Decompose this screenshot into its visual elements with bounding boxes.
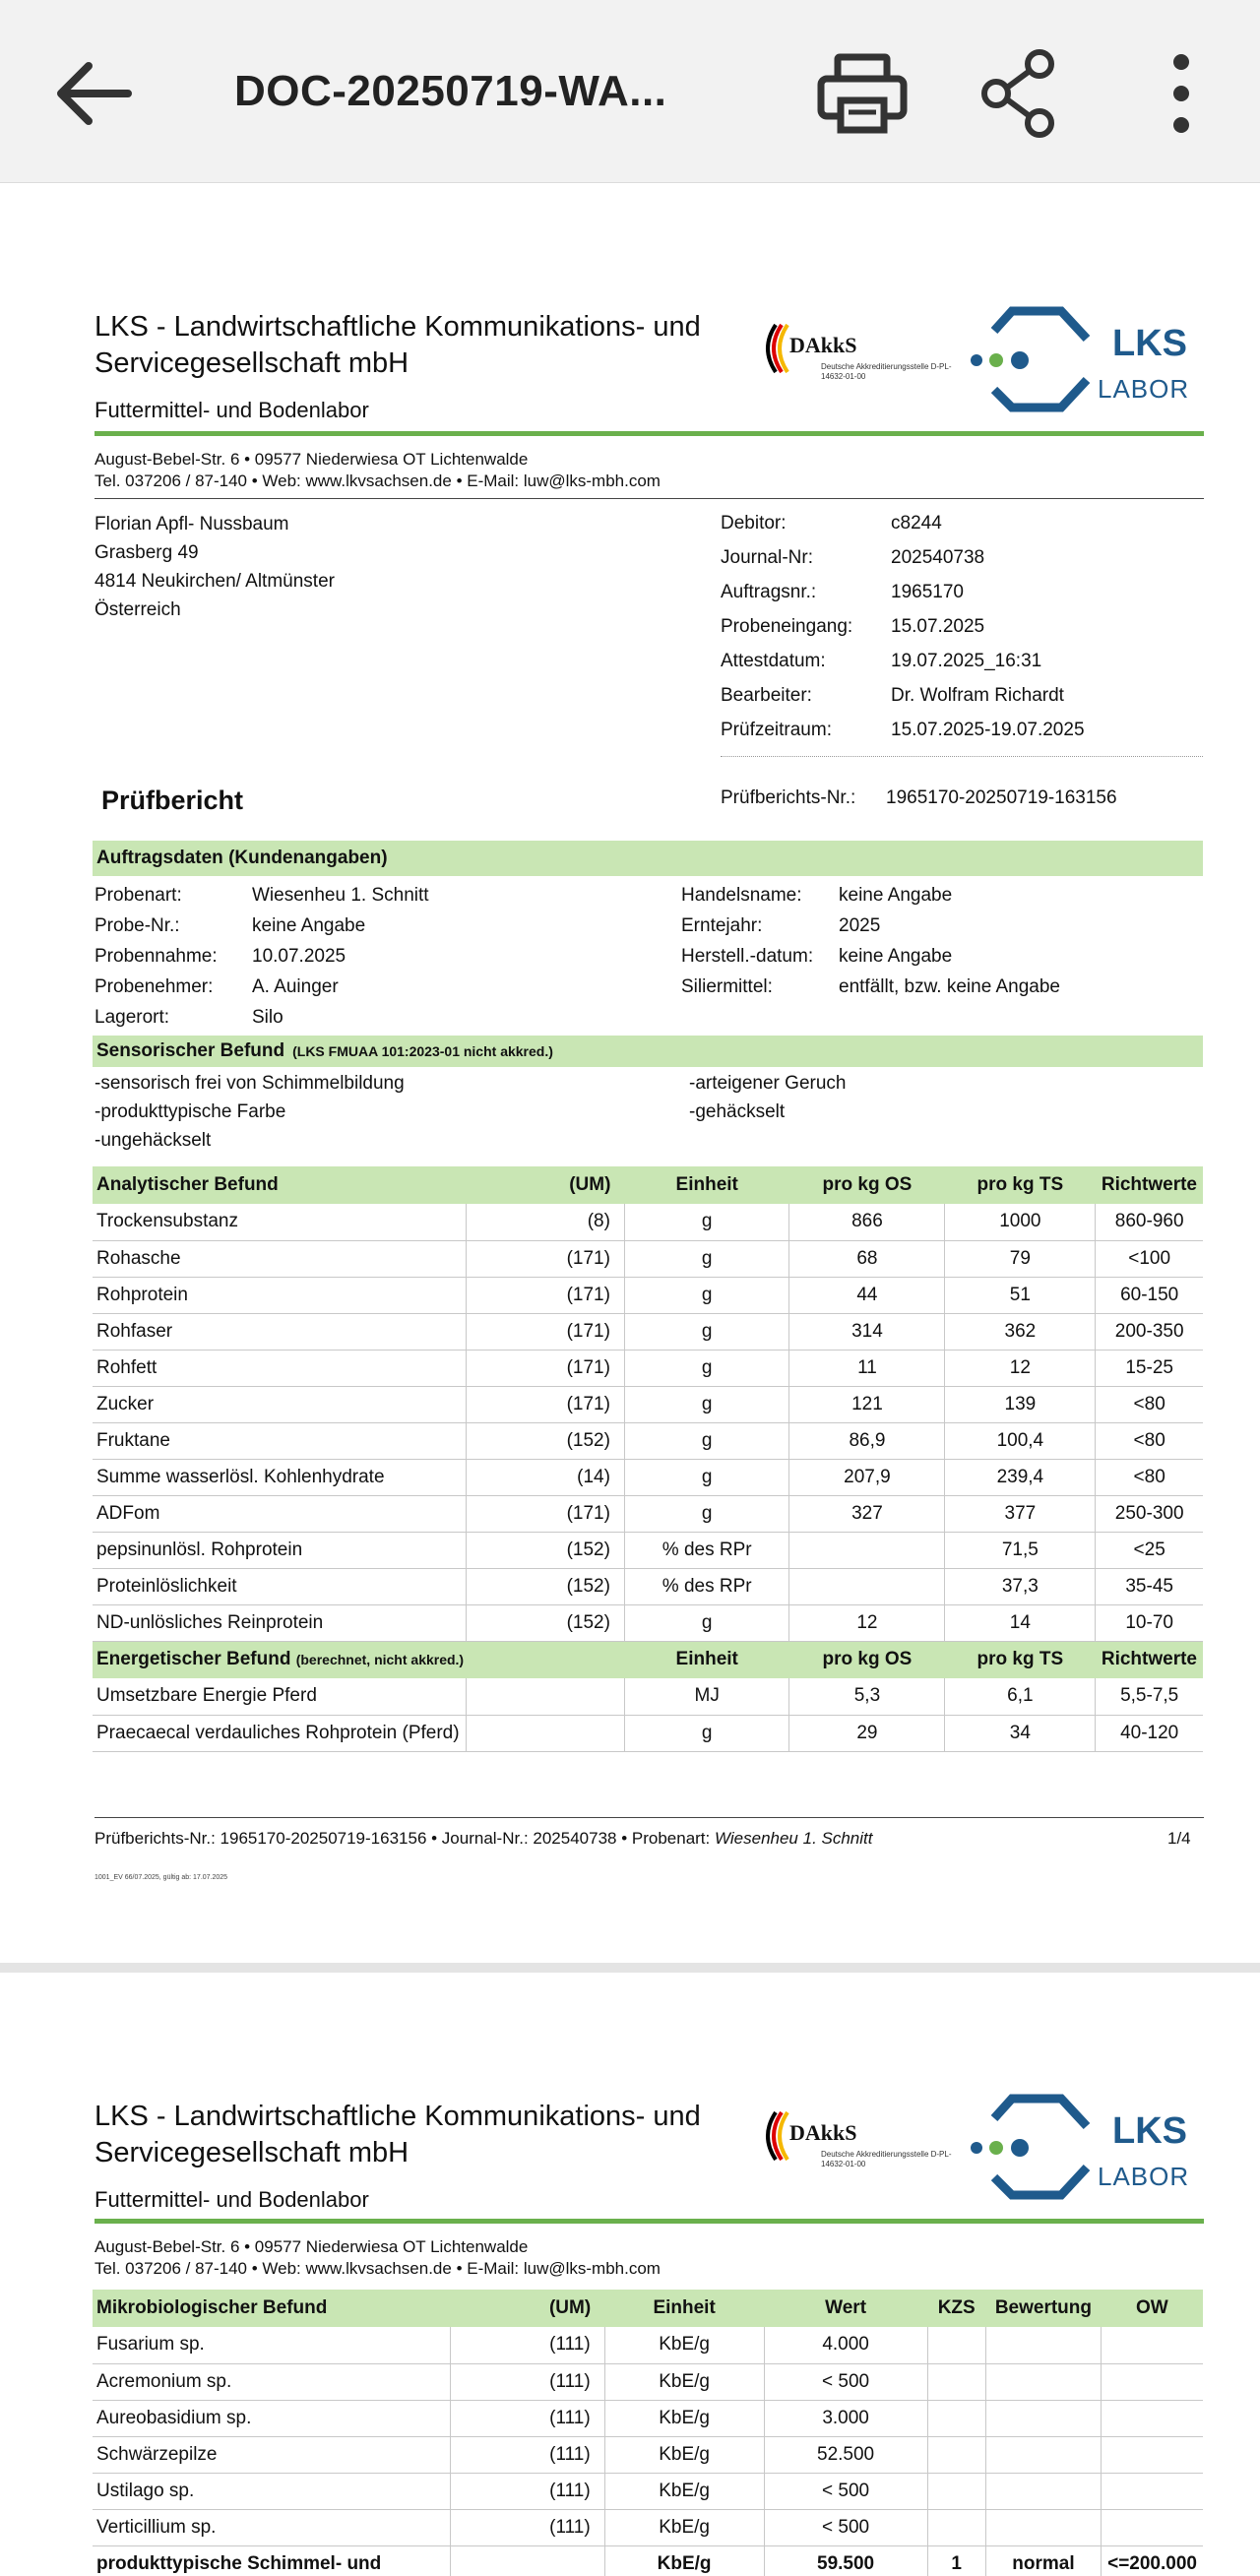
analysis-row: [93, 1313, 1203, 1350]
table-cell: [1102, 2327, 1203, 2363]
lks-logo-text: LKS: [1112, 323, 1187, 364]
labor-logo-text: LABOR: [1098, 374, 1190, 404]
analysis-row: [93, 1532, 1203, 1568]
table-cell: KbE/g: [604, 2400, 764, 2436]
meta-row: [721, 540, 1085, 575]
table-cell: Zucker: [93, 1386, 466, 1422]
table-cell: [927, 2327, 985, 2363]
form-version-note: 1001_EV 66/07.2025, gültig ab: 17.07.2025: [94, 1874, 228, 1881]
table-cell: 29: [789, 1715, 945, 1751]
column-header: pro kg TS: [945, 1166, 1096, 1204]
table-cell: 12: [945, 1350, 1096, 1386]
page-footer: [94, 1829, 872, 1849]
order-data-row: [94, 911, 429, 941]
table-cell: MJ: [624, 1678, 789, 1715]
sensory-item: -ungehäckselt: [94, 1130, 212, 1151]
table-cell: KbE/g: [604, 2436, 764, 2473]
field-value: Wiesenheu 1. Schnitt: [252, 885, 429, 906]
table-cell: 86,9: [789, 1422, 945, 1459]
field-key: Probe-Nr.:: [94, 915, 180, 936]
table-cell: [1102, 2363, 1203, 2400]
table-cell: Fusarium sp.: [93, 2327, 451, 2363]
table-cell: 52.500: [764, 2436, 927, 2473]
meta-value: Dr. Wolfram Richardt: [891, 685, 1064, 706]
energy-row: [93, 1678, 1203, 1715]
table-cell: Trockensubstanz: [93, 1204, 466, 1240]
table-cell: [985, 2400, 1101, 2436]
table-cell: 314: [789, 1313, 945, 1350]
sensory-findings-right: [689, 1069, 846, 1126]
table-cell: 79: [945, 1240, 1096, 1277]
table-cell: g: [624, 1350, 789, 1386]
table-cell: [1102, 2473, 1203, 2509]
table-cell: 34: [945, 1715, 1096, 1751]
table-cell: (171): [466, 1386, 624, 1422]
meta-dotted-divider: [721, 756, 1203, 757]
footer-divider: [94, 1817, 1204, 1818]
table-cell: 200-350: [1096, 1313, 1203, 1350]
order-data-row: [94, 972, 429, 1002]
order-data-left: [94, 880, 429, 1033]
table-cell: % des RPr: [624, 1532, 789, 1568]
lks-labor-logo: [965, 2089, 1211, 2207]
company-name-line1: LKS - Landwirtschaftliche Kommunikations- und: [94, 311, 701, 343]
meta-key: Prüfzeitraum:: [721, 720, 832, 740]
table-cell: [927, 2400, 985, 2436]
table-cell: Umsetzbare Energie Pferd: [93, 1678, 466, 1715]
meta-key: Journal-Nr:: [721, 547, 813, 568]
page-number: 1/4: [1167, 1829, 1191, 1848]
table-cell: pepsinunlösl. Rohprotein: [93, 1532, 466, 1568]
table-cell: 239,4: [945, 1459, 1096, 1495]
column-header: Bewertung: [985, 2290, 1101, 2327]
analysis-row: [93, 1422, 1203, 1459]
dakks-note: Deutsche Akkreditierungsstelle D-PL-14632-01-00: [821, 2150, 952, 2168]
table-cell: 860-960: [1096, 1204, 1203, 1240]
table-cell: Schwärzepilze: [93, 2436, 451, 2473]
table-cell: g: [624, 1240, 789, 1277]
table-cell: [927, 2363, 985, 2400]
table-cell: 250-300: [1096, 1495, 1203, 1532]
table-cell: Praecaecal verdauliches Rohprotein (Pferd): [93, 1715, 466, 1751]
letterhead-contact: Tel. 037206 / 87-140 • Web: www.lkvsachsen.de • E-Mail: luw@lks-mbh.com: [94, 471, 661, 490]
meta-key: Bearbeiter:: [721, 685, 812, 706]
field-value: entfällt, bzw. keine Angabe: [839, 976, 1060, 997]
column-header: Richtwerte: [1096, 1166, 1203, 1204]
footer-sample-type: Wiesenheu 1. Schnitt: [714, 1829, 873, 1848]
table-cell: [985, 2327, 1101, 2363]
table-cell: Rohprotein: [93, 1277, 466, 1313]
table-cell: (152): [466, 1568, 624, 1604]
table-cell: KbE/g: [604, 2327, 764, 2363]
table-cell: 60-150: [1096, 1277, 1203, 1313]
green-divider: [94, 2219, 1204, 2224]
footer-text: Prüfberichts-Nr.: 1965170-20250719-163156 • Journal-Nr.: 202540738 • Probenart:: [94, 1829, 715, 1848]
table-cell: (152): [466, 1532, 624, 1568]
table-cell: 40-120: [1096, 1715, 1203, 1751]
recipient-street: Grasberg 49: [94, 542, 199, 563]
table-cell: (111): [451, 2400, 604, 2436]
column-header: (UM): [466, 1166, 624, 1204]
table-cell: [451, 2545, 604, 2576]
table-cell: 362: [945, 1313, 1096, 1350]
sensory-title: Sensorischer Befund: [96, 1040, 285, 1061]
meta-key: Debitor:: [721, 513, 787, 534]
field-key: Herstell.-datum:: [681, 946, 814, 967]
table-cell: [1102, 2400, 1203, 2436]
field-value: 10.07.2025: [252, 946, 346, 967]
recipient-name: Florian Apfl- Nussbaum: [94, 514, 289, 534]
table-cell: [789, 1532, 945, 1568]
field-key: Probenehmer:: [94, 976, 214, 997]
meta-row: [721, 609, 1085, 644]
recipient-city: 4814 Neukirchen/ Altmünster: [94, 571, 335, 592]
lab-name: Futtermittel- und Bodenlabor: [94, 2187, 369, 2212]
document-page-2: [0, 1973, 1260, 2576]
table-cell: [1102, 2509, 1203, 2545]
labor-logo-text: LABOR: [1098, 2162, 1190, 2191]
table-cell: (8): [466, 1204, 624, 1240]
table-cell: [927, 2509, 985, 2545]
table-cell: g: [624, 1204, 789, 1240]
table-cell: <80: [1096, 1459, 1203, 1495]
company-name-line2: Servicegesellschaft mbH: [94, 2137, 410, 2168]
table-cell: Summe wasserlösl. Kohlenhydrate: [93, 1459, 466, 1495]
table-cell: [1102, 2436, 1203, 2473]
table-cell: KbE/g: [604, 2509, 764, 2545]
letterhead-contact: Tel. 037206 / 87-140 • Web: www.lkvsachsen.de • E-Mail: luw@lks-mbh.com: [94, 2259, 661, 2278]
table-cell: Verticillium sp.: [93, 2509, 451, 2545]
table-cell: [985, 2363, 1101, 2400]
column-header: Einheit: [624, 1166, 789, 1204]
table-cell: (152): [466, 1422, 624, 1459]
microbiology-row: [93, 2545, 1203, 2576]
table-cell: (171): [466, 1495, 624, 1532]
analysis-row: [93, 1604, 1203, 1641]
print-icon[interactable]: [813, 49, 912, 138]
table-cell: (111): [451, 2473, 604, 2509]
back-arrow-icon[interactable]: [49, 54, 138, 133]
document-page-1: [0, 183, 1260, 1965]
table-cell: g: [624, 1313, 789, 1350]
table-cell: [927, 2473, 985, 2509]
meta-key: Auftragsnr.:: [721, 582, 817, 602]
table-cell: (152): [466, 1604, 624, 1641]
table-cell: [985, 2509, 1101, 2545]
table-cell: (111): [451, 2509, 604, 2545]
dakks-name: DAkkS: [789, 2120, 857, 2145]
order-data-title: Auftragsdaten (Kundenangaben): [96, 848, 388, 868]
report-number: [721, 787, 1117, 809]
table-cell: Ustilago sp.: [93, 2473, 451, 2509]
table-cell: (171): [466, 1350, 624, 1386]
table-cell: 207,9: [789, 1459, 945, 1495]
table-cell: (111): [451, 2363, 604, 2400]
microbiology-row: [93, 2327, 1203, 2363]
table-cell: 11: [789, 1350, 945, 1386]
letterhead-address: August-Bebel-Str. 6 • 09577 Niederwiesa OT Lichtenwalde: [94, 2237, 529, 2256]
page-title: Prüfbericht: [101, 785, 244, 815]
table-cell: produkttypische Schimmel- und: [93, 2545, 451, 2576]
field-value: keine Angabe: [252, 915, 366, 936]
dakks-logo: [746, 2099, 953, 2187]
analysis-header-row: [93, 1166, 1203, 1204]
table-cell: Rohasche: [93, 1240, 466, 1277]
table-cell: Aureobasidium sp.: [93, 2400, 451, 2436]
table-cell: KbE/g: [604, 2545, 764, 2576]
order-data-row: [94, 941, 429, 972]
energy-header-row: [93, 1641, 1203, 1678]
table-cell: KbE/g: [604, 2363, 764, 2400]
report-number-value: 1965170-20250719-163156: [886, 787, 1117, 808]
table-cell: 14: [945, 1604, 1096, 1641]
letterhead-address: August-Bebel-Str. 6 • 09577 Niederwiesa OT Lichtenwalde: [94, 450, 529, 469]
sensory-item: -sensorisch frei von Schimmelbildung: [94, 1073, 405, 1094]
meta-value: 15.07.2025-19.07.2025: [891, 720, 1085, 740]
table-cell: Proteinlöslichkeit: [93, 1568, 466, 1604]
order-data-row: [681, 880, 1060, 911]
meta-value: 202540738: [891, 547, 985, 568]
meta-row: [721, 575, 1085, 609]
sensory-item: -gehäckselt: [689, 1101, 786, 1122]
document-title: DOC-20250719-WA...: [234, 67, 667, 115]
table-cell: g: [624, 1715, 789, 1751]
meta-row: [721, 678, 1085, 713]
analysis-table: [93, 1166, 1203, 1752]
app-bar: [0, 0, 1260, 183]
table-cell: < 500: [764, 2363, 927, 2400]
table-cell: < 500: [764, 2509, 927, 2545]
table-cell: KbE/g: [604, 2473, 764, 2509]
analysis-row: [93, 1386, 1203, 1422]
table-cell: g: [624, 1604, 789, 1641]
microbiology-row: [93, 2436, 1203, 2473]
table-cell: (111): [451, 2436, 604, 2473]
table-cell: 37,3: [945, 1568, 1096, 1604]
header-divider: [94, 498, 1204, 499]
table-cell: 3.000: [764, 2400, 927, 2436]
meta-row: [721, 506, 1085, 540]
table-cell: [985, 2436, 1101, 2473]
page-separator: [0, 1963, 1260, 1973]
table-cell: 866: [789, 1204, 945, 1240]
meta-value: c8244: [891, 513, 942, 534]
field-key: Handelsname:: [681, 885, 802, 906]
field-key: Lagerort:: [94, 1007, 170, 1028]
meta-value: 15.07.2025: [891, 616, 985, 637]
meta-value: 1965170: [891, 582, 964, 602]
sensory-item: -arteigener Geruch: [689, 1073, 847, 1094]
field-key: Probenart:: [94, 885, 182, 906]
column-header: OW: [1102, 2290, 1203, 2327]
table-cell: ND-unlösliches Reinprotein: [93, 1604, 466, 1641]
green-divider: [94, 431, 1204, 436]
recipient-address: [94, 510, 335, 624]
table-cell: 51: [945, 1277, 1096, 1313]
table-cell: <25: [1096, 1532, 1203, 1568]
table-cell: 12: [789, 1604, 945, 1641]
meta-row: [721, 713, 1085, 747]
share-icon[interactable]: [975, 44, 1063, 143]
report-number-label: Prüfberichts-Nr.:: [721, 787, 856, 808]
meta-key: Attestdatum:: [721, 651, 826, 671]
table-cell: [466, 1678, 624, 1715]
column-header: Mikrobiologischer Befund: [93, 2290, 451, 2327]
table-cell: 68: [789, 1240, 945, 1277]
table-cell: ADFom: [93, 1495, 466, 1532]
table-cell: 377: [945, 1495, 1096, 1532]
table-cell: [927, 2436, 985, 2473]
field-key: Probennahme:: [94, 946, 218, 967]
table-cell: <100: [1096, 1240, 1203, 1277]
column-header: Richtwerte: [1096, 1641, 1203, 1678]
table-cell: [466, 1715, 624, 1751]
analysis-row: [93, 1277, 1203, 1313]
column-header: [93, 1641, 624, 1678]
sensory-note: (LKS FMUAA 101:2023-01 nicht akkred.): [292, 1043, 553, 1059]
table-cell: Rohfett: [93, 1350, 466, 1386]
energy-row: [93, 1715, 1203, 1751]
column-header: Wert: [764, 2290, 927, 2327]
table-cell: 327: [789, 1495, 945, 1532]
table-cell: (171): [466, 1277, 624, 1313]
field-value: keine Angabe: [839, 885, 953, 906]
dakks-name: DAkkS: [789, 333, 857, 357]
order-data-row: [681, 911, 1060, 941]
table-cell: 6,1: [945, 1678, 1096, 1715]
report-metadata: [721, 506, 1085, 747]
microbiology-header-row: [93, 2290, 1203, 2327]
sensory-item: -produkttypische Farbe: [94, 1101, 286, 1122]
recipient-country: Österreich: [94, 599, 181, 620]
order-data-header: [93, 841, 1203, 876]
table-cell: 71,5: [945, 1532, 1096, 1568]
column-header: pro kg OS: [789, 1166, 945, 1204]
dakks-note: Deutsche Akkreditierungsstelle D-PL-14632-01-00: [821, 362, 952, 381]
table-cell: 5,5-7,5: [1096, 1678, 1203, 1715]
company-name-line2: Servicegesellschaft mbH: [94, 347, 410, 379]
analysis-row: [93, 1495, 1203, 1532]
table-cell: <80: [1096, 1422, 1203, 1459]
lab-name: Futtermittel- und Bodenlabor: [94, 398, 369, 422]
meta-row: [721, 644, 1085, 678]
meta-key: Probeneingang:: [721, 616, 853, 637]
table-cell: g: [624, 1459, 789, 1495]
microbiology-row: [93, 2509, 1203, 2545]
order-data-row: [681, 941, 1060, 972]
table-cell: g: [624, 1422, 789, 1459]
table-cell: 139: [945, 1386, 1096, 1422]
field-value: Silo: [252, 1007, 284, 1028]
table-cell: 10-70: [1096, 1604, 1203, 1641]
table-cell: normal: [985, 2545, 1101, 2576]
table-cell: Fruktane: [93, 1422, 466, 1459]
table-cell: [985, 2473, 1101, 2509]
table-cell: (14): [466, 1459, 624, 1495]
company-name-line1: LKS - Landwirtschaftliche Kommunikations- und: [94, 2101, 701, 2132]
table-cell: 59.500: [764, 2545, 927, 2576]
table-cell: [789, 1568, 945, 1604]
microbiology-row: [93, 2400, 1203, 2436]
field-value: keine Angabe: [839, 946, 953, 967]
column-header: pro kg TS: [945, 1641, 1096, 1678]
analysis-row: [93, 1204, 1203, 1240]
more-vert-icon[interactable]: [1152, 44, 1211, 143]
table-cell: % des RPr: [624, 1568, 789, 1604]
table-cell: 44: [789, 1277, 945, 1313]
analysis-row: [93, 1350, 1203, 1386]
sensory-findings-left: [94, 1069, 405, 1155]
table-cell: (171): [466, 1313, 624, 1350]
lks-logo-text: LKS: [1112, 2110, 1187, 2152]
meta-value: 19.07.2025_16:31: [891, 651, 1042, 671]
order-data-row: [94, 880, 429, 911]
microbiology-table: [93, 2290, 1203, 2576]
table-cell: g: [624, 1277, 789, 1313]
table-cell: 100,4: [945, 1422, 1096, 1459]
table-cell: <=200.000: [1102, 2545, 1203, 2576]
table-cell: <80: [1096, 1386, 1203, 1422]
analysis-row: [93, 1240, 1203, 1277]
lks-labor-logo: [965, 301, 1211, 419]
energy-note: (berechnet, nicht akkred.): [295, 1652, 465, 1668]
column-header: Einheit: [624, 1641, 789, 1678]
order-data-row: [681, 972, 1060, 1002]
table-cell: (171): [466, 1240, 624, 1277]
column-header: pro kg OS: [789, 1641, 945, 1678]
microbiology-row: [93, 2473, 1203, 2509]
order-data-right: [681, 880, 1060, 1002]
column-header: Analytischer Befund: [93, 1166, 466, 1204]
table-cell: < 500: [764, 2473, 927, 2509]
analysis-row: [93, 1568, 1203, 1604]
column-header: (UM): [451, 2290, 604, 2327]
table-cell: 1000: [945, 1204, 1096, 1240]
table-cell: 15-25: [1096, 1350, 1203, 1386]
field-key: Erntejahr:: [681, 915, 763, 936]
energy-title: Energetischer Befund: [96, 1649, 291, 1670]
order-data-row: [94, 1002, 429, 1033]
microbiology-row: [93, 2363, 1203, 2400]
table-cell: 1: [927, 2545, 985, 2576]
dakks-logo: [746, 311, 953, 400]
table-cell: (111): [451, 2327, 604, 2363]
field-value: A. Auinger: [252, 976, 339, 997]
table-cell: 121: [789, 1386, 945, 1422]
column-header: Einheit: [604, 2290, 764, 2327]
table-cell: Rohfaser: [93, 1313, 466, 1350]
column-header: KZS: [927, 2290, 985, 2327]
table-cell: 4.000: [764, 2327, 927, 2363]
table-cell: 5,3: [789, 1678, 945, 1715]
analysis-row: [93, 1459, 1203, 1495]
table-cell: g: [624, 1386, 789, 1422]
field-value: 2025: [839, 915, 881, 936]
table-cell: g: [624, 1495, 789, 1532]
field-key: Siliermittel:: [681, 976, 773, 997]
sensory-header: [93, 1036, 1203, 1067]
table-cell: 35-45: [1096, 1568, 1203, 1604]
table-cell: Acremonium sp.: [93, 2363, 451, 2400]
